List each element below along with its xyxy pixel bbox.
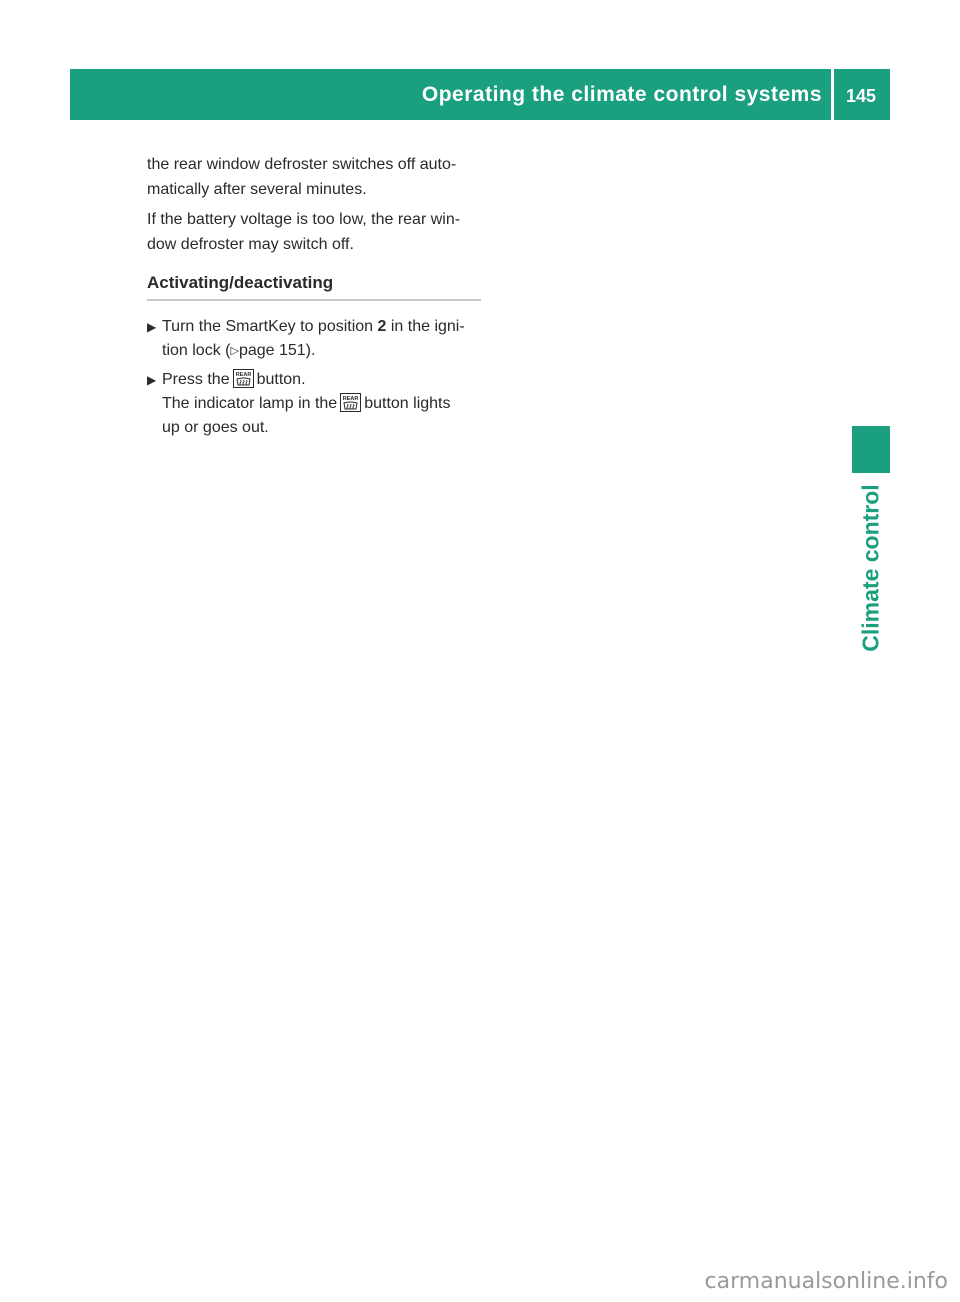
- step-arrow-icon: ▶: [147, 320, 157, 334]
- section-heading: Activating/deactivating: [147, 273, 481, 301]
- step-text: in the igni-: [386, 318, 465, 335]
- instruction-step-1: [147, 315, 481, 363]
- text-line: the rear window defroster switches off auto-: [147, 156, 457, 173]
- chapter-tab-marker: [852, 426, 890, 473]
- step-text: button lights: [364, 395, 451, 412]
- text-line: matically after several minutes.: [147, 181, 367, 198]
- chapter-side-label: Climate control: [857, 484, 884, 652]
- step-text: Turn the SmartKey to position: [162, 318, 378, 335]
- step-text: Press the: [162, 371, 230, 388]
- page-header: [70, 69, 890, 120]
- step-line: [162, 315, 481, 339]
- step-line: [162, 339, 481, 363]
- step-text: button.: [256, 371, 306, 388]
- page-number: 145: [845, 86, 876, 106]
- intro-paragraph-2: [147, 207, 481, 257]
- instruction-step-2: [147, 368, 481, 440]
- rear-window-defroster-icon: [233, 369, 254, 388]
- svg-text:REAR: REAR: [235, 372, 251, 378]
- step-line: [162, 368, 481, 392]
- position-number: 2: [377, 318, 387, 335]
- step-text: tion lock (: [162, 342, 231, 359]
- page-reference-link[interactable]: page 151).: [238, 342, 316, 359]
- intro-paragraph-1: [147, 152, 481, 202]
- page-reference-arrow-icon: ▷: [230, 345, 239, 357]
- step-text: The indicator lamp in the: [162, 395, 338, 412]
- step-line: up or goes out.: [162, 419, 269, 436]
- text-line: If the battery voltage is too low, the rear win-: [147, 211, 461, 228]
- main-content: [147, 152, 481, 445]
- rear-window-defroster-icon: [340, 393, 361, 412]
- svg-text:REAR: REAR: [342, 396, 359, 402]
- step-arrow-icon: ▶: [147, 373, 157, 387]
- header-title: Operating the climate control systems: [421, 83, 822, 106]
- step-line: [162, 392, 481, 416]
- instruction-list: [147, 315, 481, 440]
- text-line: dow defroster may switch off.: [147, 236, 354, 253]
- watermark: carmanualsonline.info: [704, 1269, 948, 1294]
- header-divider: [831, 69, 834, 120]
